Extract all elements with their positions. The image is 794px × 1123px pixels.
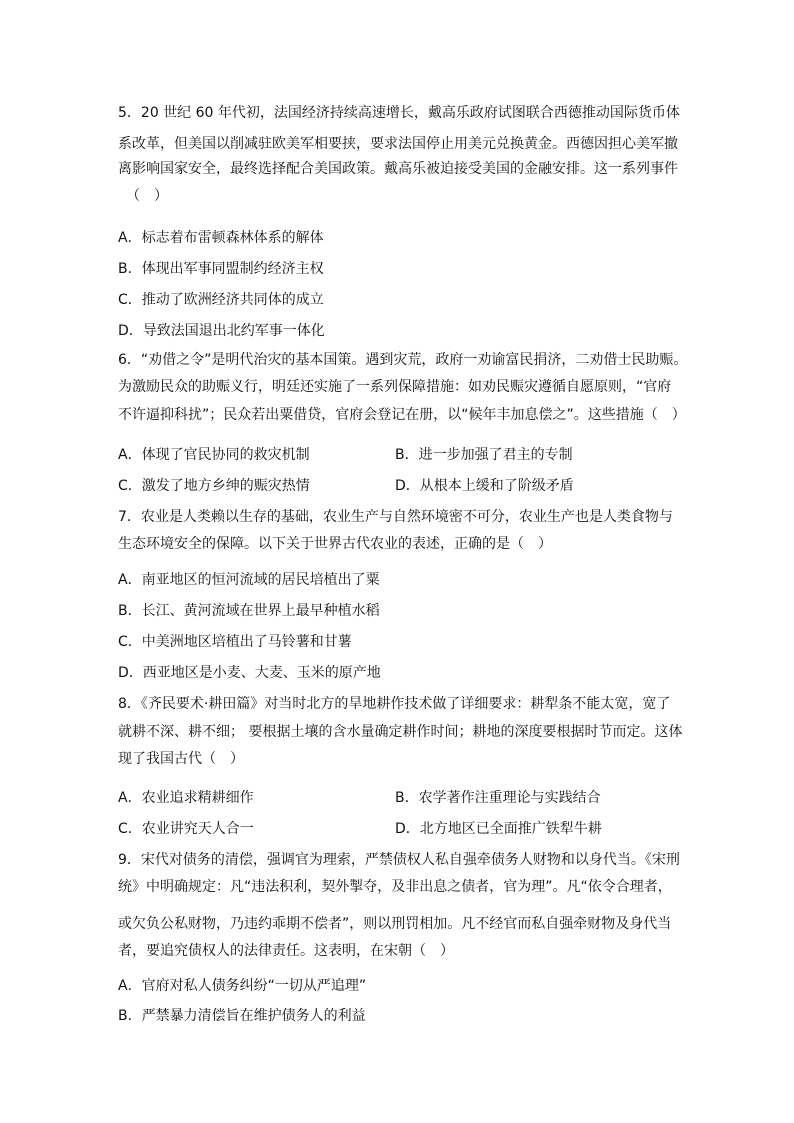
q5-line-1: 5．20 世纪 60 年代初，法国经济持续高速增长，戴高乐政府试图联合西德推动国际货币体 — [118, 105, 680, 121]
q6-line-3: 不许逼抑科扰”；民众若出粟借贷，官府会登记在册，以“候年丰加息偿之”。这些措施（ ） — [118, 407, 686, 423]
q7-line-1: 7．农业是人类赖以生存的基础，农业生产与自然环境密不可分，农业生产也是人类食物与 — [118, 509, 673, 525]
q5-answer-blank: （ ） — [126, 188, 168, 204]
q8-option-c: C．农业讲究天人合一 — [118, 821, 254, 837]
q9-line-1: 9．宋代对债务的清偿，强调官为理索，严禁债权人私自强牵债务人财物和以身代当。《宋刑 — [118, 852, 680, 868]
q9-option-b: B．严禁暴力清偿旨在维护债务人的利益 — [118, 1008, 366, 1024]
q8-line-2: 就耕不深、耕不细； 要根据土壤的含水量确定耕作时间；耕地的深度要根据时节而定。这体 — [118, 724, 683, 740]
q7-option-d: D．西亚地区是小麦、大麦、玉米的原产地 — [118, 665, 381, 681]
q6-option-d: D．从根本上缓和了阶级矛盾 — [395, 478, 574, 494]
q6-option-a: A．体现了官民协同的救灾机制 — [118, 447, 310, 463]
q6-option-c: C．激发了地方乡绅的赈灾热情 — [118, 478, 310, 494]
q5-line-2: 系改革，但美国以削减驻欧美军相要挟，要求法国停止用美元兑换黄金。西德因担心美军撤 — [118, 136, 678, 152]
q5-option-c: C．推动了欧洲经济共同体的成立 — [118, 292, 324, 308]
q8-line-1: 8．《齐民要术·耕田篇》对当时北方的旱地耕作技术做了详细要求：耕犁条不能太宽，宽了 — [118, 696, 671, 712]
q8-option-b: B．农学著作注重理论与实践结合 — [395, 790, 601, 806]
q8-line-3: 现了我国古代（ ） — [118, 751, 244, 767]
q5-line-3: 离影响国家安全，最终选择配合美国政策。戴高乐被迫接受美国的金融安排。这一系列事件 — [118, 161, 678, 177]
q7-option-a: A．南亚地区的恒河流域的居民培植出了粟 — [118, 572, 380, 588]
q5-option-d: D．导致法国退出北约军事一体化 — [118, 323, 325, 339]
q7-option-b: B．长江、黄河流域在世界上最早种植水稻 — [118, 603, 380, 619]
q9-option-a: A．官府对私人债务纠纷“一切从严追理” — [118, 978, 367, 994]
q9-line-3: 或欠负公私财物，乃违约乖期不偿者”，则以刑罚相加。凡不经官而私自强牵财物及身代当 — [118, 916, 672, 932]
q6-line-1: 6．“劝借之令”是明代治灾的基本国策。遇到灾荒，政府一劝谕富民捐济，二劝借士民助赈。 — [118, 352, 688, 368]
q6-line-2: 为激励民众的助赈义行，明廷还实施了一系列保障措施：如劝民赈灾遵循自愿原则，“官府 — [118, 379, 672, 395]
q8-option-a: A．农业追求精耕细作 — [118, 790, 254, 806]
q6-option-b: B．进一步加强了君主的专制 — [395, 447, 573, 463]
q5-option-b: B．体现出军事同盟制约经济主权 — [118, 261, 324, 277]
q9-line-2: 统》中明确规定：凡“违法积利，契外掣夺，及非出息之债者，官为理”。凡“依令合理者， — [118, 879, 672, 895]
q7-option-c: C．中美洲地区培植出了马铃薯和甘薯 — [118, 634, 352, 650]
q5-option-a: A．标志着布雷顿森林体系的解体 — [118, 230, 324, 246]
q8-option-d: D．北方地区已全面推广铁犁牛耕 — [395, 821, 602, 837]
q9-line-4: 者，要追究债权人的法律责任。这表明，在宋朝（ ） — [118, 943, 454, 959]
q7-line-2: 生态环境安全的保障。以下关于世界古代农业的表述，正确的是（ ） — [118, 536, 552, 552]
